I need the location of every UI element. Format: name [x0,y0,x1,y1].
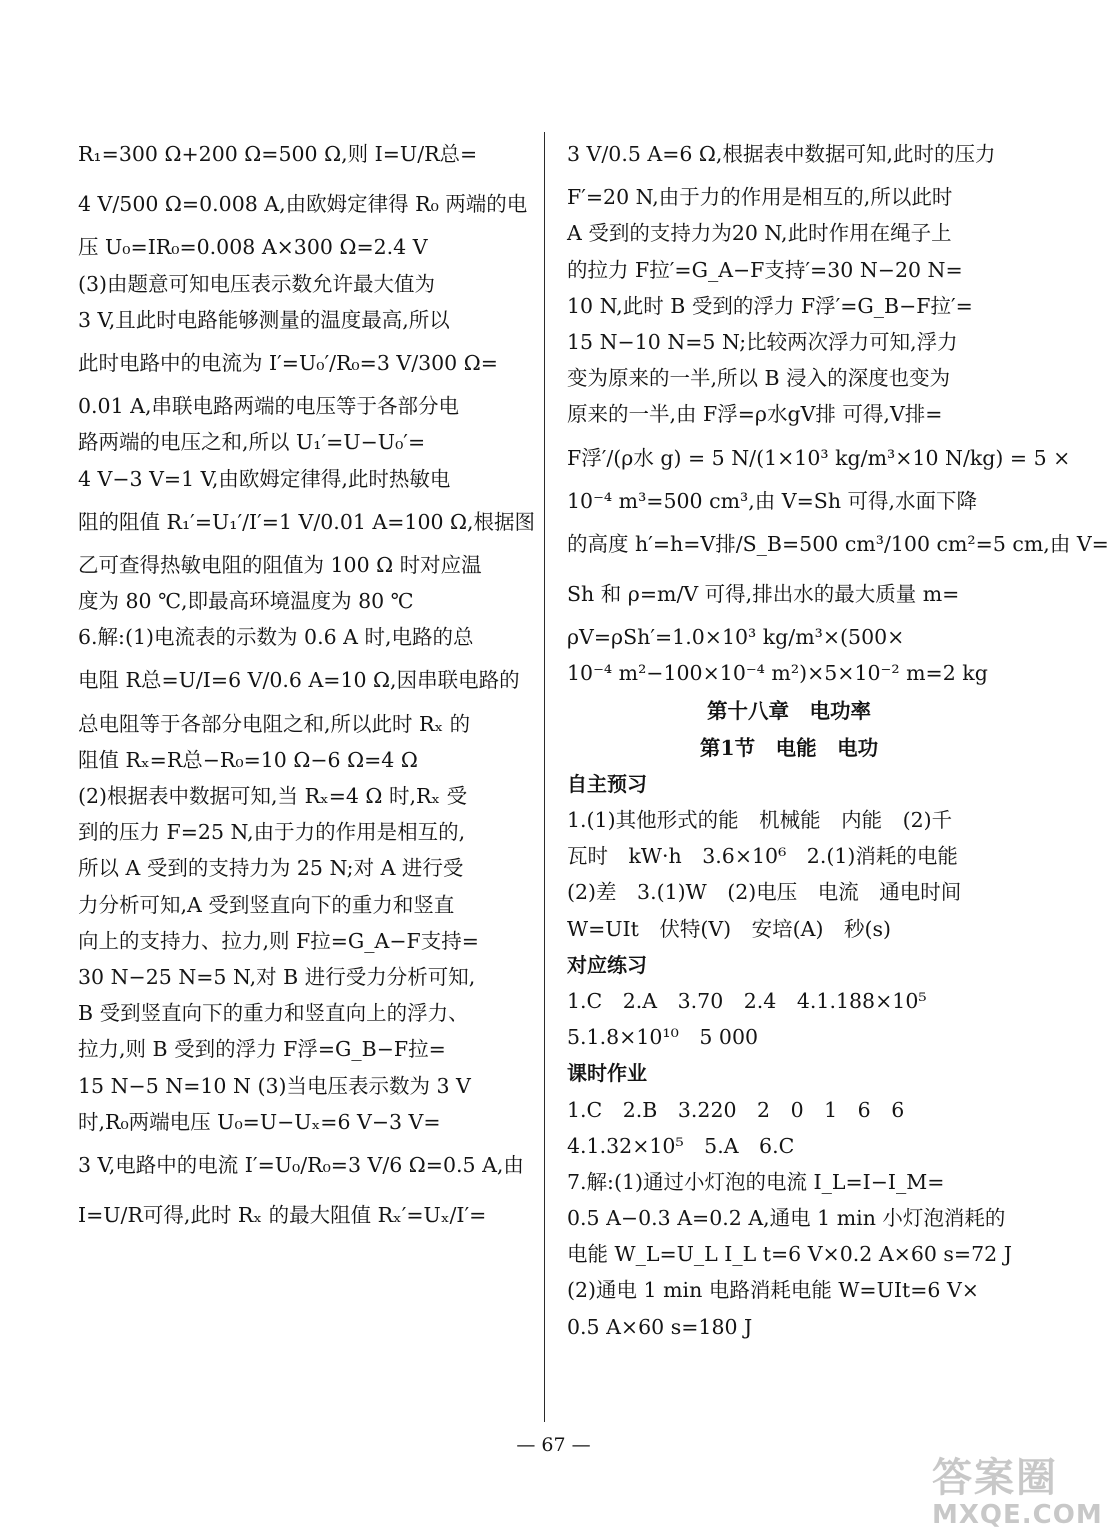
text-line: A 受到的支持力为20 N,此时作用在绳子上 [567,221,952,246]
text-line: 此时电路中的电流为 I′=U₀′/R₀=3 V/300 Ω= [78,350,498,375]
answer-line: 1.C 2.A 3.70 2.4 4.1.188×10⁵ [567,988,927,1013]
text-line: 3 V,电路中的电流 I′=U₀/R₀=3 V/6 Ω=0.5 A,由 [78,1152,524,1177]
text-line: 30 N−25 N=5 N,对 B 进行受力分析可知, [78,964,476,989]
text-line: 力分析可知,A 受到竖直向下的重力和竖直 [78,892,455,917]
left-column [78,130,536,1241]
text-line: 时,R₀两端电压 U₀=U−Uₓ=6 V−3 V= [78,1109,441,1134]
text-line: 阻值 Rₓ=R总−R₀=10 Ω−6 Ω=4 Ω [78,747,418,772]
text-line: Sh 和 ρ=m/V 可得,排出水的最大质量 m= [567,582,960,607]
text-line: (2)根据表中数据可知,当 Rₓ=4 Ω 时,Rₓ 受 [78,784,468,808]
answer-line: 瓦时 kW·h 3.6×10⁶ 2.(1)消耗的电能 [567,844,958,869]
text-line: F′=20 N,由于力的作用是相互的,所以此时 [567,185,953,210]
text-line: 4 V−3 V=1 V,由欧姆定律得,此时热敏电 [78,466,451,491]
text-line: (3)由题意可知电压表示数允许最大值为 [78,271,436,296]
text-line: 所以 A 受到的支持力为 25 N;对 A 进行受 [78,856,464,881]
answer-line: 电能 W_L=U_L I_L t=6 V×0.2 A×60 s=72 J [567,1242,1012,1267]
answer-line: 1.(1)其他形式的能 机械能 内能 (2)千 [567,808,953,832]
text-line: 向上的支持力、拉力,则 F拉=G_A−F支持= [78,928,479,953]
heading-practice: 对应练习 [567,952,647,977]
right-column-solution [567,130,1109,690]
chapter-title: 第十八章 电功率 [707,699,871,724]
text-line: 压 U₀=IR₀=0.008 A×300 Ω=2.4 V [78,235,428,260]
answer-line: W=UIt 伏特(V) 安培(A) 秒(s) [567,916,891,941]
text-line: 乙可查得热敏电阻的阻值为 100 Ω 时对应温 [78,552,482,577]
text-line: B 受到竖直向下的重力和竖直向上的浮力、 [78,1001,469,1026]
text-line: 10⁻⁴ m²−100×10⁻⁴ m²)×5×10⁻² m=2 kg [567,661,988,686]
answer-line: 1.C 2.B 3.220 2 0 1 6 6 [567,1097,905,1122]
text-line: 的拉力 F拉′=G_A−F支持′=30 N−20 N= [567,257,963,282]
watermark-logo [932,1455,1104,1533]
heading-homework: 课时作业 [567,1061,647,1086]
text-line: 拉力,则 B 受到的浮力 F浮=G_B−F拉= [78,1037,446,1062]
answer-line: (2)差 3.(1)W (2)电压 电流 通电时间 [567,880,962,905]
answer-line: 7.解:(1)通过小灯泡的电流 I_L=I−I_M= [567,1169,945,1194]
text-line: 电阻 R总=U/I=6 V/0.6 A=10 Ω,因串联电路的 [78,668,520,693]
text-line: 6.解:(1)电流表的示数为 0.6 A 时,电路的总 [78,625,474,650]
text-line: 15 N−10 N=5 N;比较两次浮力可知,浮力 [567,329,958,354]
answer-line: 0.5 A×60 s=180 J [567,1314,753,1339]
text-line: 10 N,此时 B 受到的浮力 F浮′=G_B−F拉′= [567,293,973,318]
text-line: 路两端的电压之和,所以 U₁′=U−U₀′= [78,430,426,455]
answer-line: (2)通电 1 min 电路消耗电能 W=UIt=6 V× [567,1278,979,1303]
text-line: 4 V/500 Ω=0.008 A,由欧姆定律得 R₀ 两端的电 [78,192,528,217]
watermark-bottom: MXQE.COM [932,1500,1103,1530]
text-line: R₁=300 Ω+200 Ω=500 Ω,则 I=U/R总= [78,142,478,166]
text-line: ρV=ρSh′=1.0×10³ kg/m³×(500× [567,625,905,650]
text-line: I=U/R可得,此时 Rₓ 的最大阻值 Rₓ′=Uₓ/I′= [78,1203,487,1228]
text-line: 15 N−5 N=10 N (3)当电压表示数为 3 V [78,1073,471,1098]
text-line: 阻的阻值 R₁′=U₁′/I′=1 V/0.01 A=100 Ω,根据图 [78,509,536,534]
text-line: 到的压力 F=25 N,由于力的作用是相互的, [78,820,466,845]
text-line: 3 V,且此时电路能够测量的温度最高,所以 [78,307,450,332]
preview-answers [567,803,1011,946]
text-line: F浮′/(ρ水 g) = 5 N/(1×10³ kg/m³×10 N/kg) = 5 × [567,445,1071,470]
practice-answers [567,984,1011,1054]
text-line: 3 V/0.5 A=6 Ω,根据表中数据可知,此时的压力 [567,142,996,166]
answer-line: 5.1.8×10¹⁰ 5 000 [567,1025,759,1050]
text-line: 10⁻⁴ m³=500 cm³,由 V=Sh 可得,水面下降 [567,488,978,513]
text-line: 原来的一半,由 F浮=ρ水gV排 可得,V排= [567,402,943,427]
page-number: — 67 — [516,1434,591,1456]
column-divider [544,132,545,1422]
text-line: 的高度 h′=h=V排/S_B=500 cm³/100 cm²=5 cm,由 V= [567,531,1109,556]
heading-preview: 自主预习 [567,771,647,796]
text-line: 0.01 A,串联电路两端的电压等于各部分电 [78,394,459,419]
section-title: 第1节 电能 电功 [699,735,879,760]
right-column [567,130,1109,1346]
homework-answers [567,1093,1011,1344]
text-line: 度为 80 ℃,即最高环境温度为 80 ℃ [78,589,414,614]
answer-line: 0.5 A−0.3 A=0.2 A,通电 1 min 小灯泡消耗的 [567,1206,1006,1231]
watermark-top: 答案圈 [932,1455,1058,1501]
text-line: 变为原来的一半,所以 B 浸入的深度也变为 [567,366,951,391]
text-line: 总电阻等于各部分电阻之和,所以此时 Rₓ 的 [78,711,471,736]
answer-line: 4.1.32×10⁵ 5.A 6.C [567,1133,795,1158]
